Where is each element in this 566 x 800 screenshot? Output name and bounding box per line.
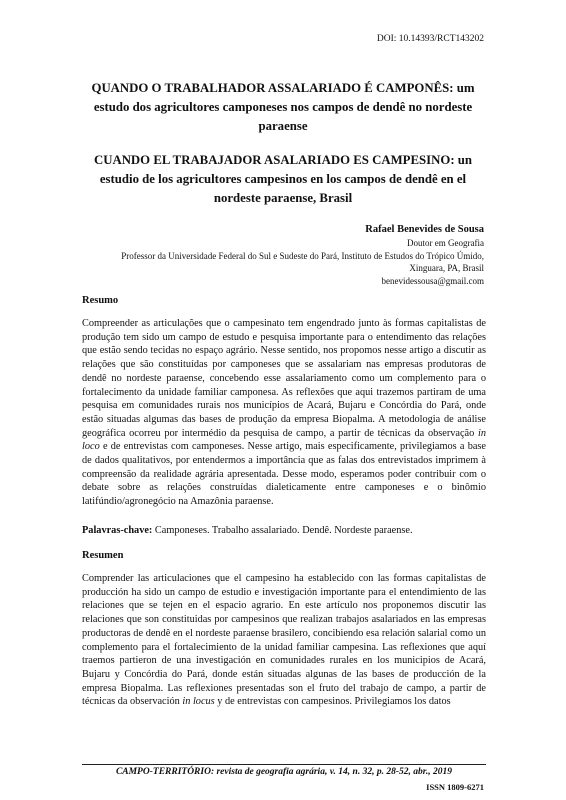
doi-label: DOI: 10.14393/RCT143202 bbox=[376, 34, 484, 44]
resumen-text-b: y de entrevistas con campesinos. Privilegiamos los datos bbox=[214, 696, 451, 708]
keywords bbox=[82, 525, 486, 536]
footer-divider bbox=[82, 764, 486, 765]
resumo-heading: Resumo bbox=[82, 295, 119, 306]
resumo-paragraph bbox=[82, 317, 486, 509]
title-spanish: CUANDO EL TRABAJADOR ASALARIADO ES CAMPESINO: un estudio de los agricultores campesinos en los campos de dendê en el nordeste paraense, Brasil bbox=[93, 153, 473, 205]
resumen-text-a: Comprender las articulaciones que el campesino ha establecido con las formas capitalistas de producción ha sido un campo de estudio e investigación importante para el entendimiento de las relaciones que se tejen en el espacio agrario. En este artículo nos proponemos discutir las relaciones que son constituidas por campesinos que realizan trabajos asalariados en las empresas productoras de dendê en el nordeste paraense brasilero, concibiendo esa relación salarial como un complemento para el fortalecimiento de la unidad familiar campesina. Las reflexiones que aquí traemos partieron de una investigación en comunidades rurales en los municipios de Acará, Bujaru y Concórdia do Pará, donde están situadas algunas de las bases de producción de la empresa Biopalma. Las reflexiones presentadas son el fruto del trabajo de campo, a partir de técnicas da observación bbox=[82, 573, 486, 708]
footer-issn: ISSN 1809-6271 bbox=[426, 782, 484, 792]
author-details bbox=[84, 237, 484, 287]
title-portuguese: QUANDO O TRABALHADOR ASSALARIADO É CAMPONÊS: um estudo dos agricultores camponeses nos campos de dendê no nordeste paraense bbox=[91, 81, 475, 133]
footer-journal: CAMPO-TERRITÓRIO: revista de geografia agrária, v. 14, n. 32, p. 28-52, abr., 2019 bbox=[115, 767, 453, 777]
author-name: Rafael Benevides de Sousa bbox=[365, 224, 484, 235]
resumen-paragraph bbox=[82, 572, 486, 709]
resumen-heading: Resumen bbox=[82, 550, 124, 561]
author-location: Xinguara, PA, Brasil bbox=[409, 263, 484, 274]
author-affiliation: Professor da Universidade Federal do Sul e Sudeste do Pará, Instituto de Estudos do Trópico Úmido, bbox=[121, 250, 484, 261]
author-email: benevidessousa@gmail.com bbox=[381, 275, 484, 286]
keywords-text: Camponeses. Trabalho assalariado. Dendê. Nordeste paraense. bbox=[152, 525, 413, 536]
resumen-text-italic: in locus bbox=[182, 696, 215, 708]
author-degree: Doutor em Geografia bbox=[407, 238, 484, 248]
resumo-text-italic: in loco bbox=[82, 427, 486, 453]
resumo-text-b: e de entrevistas com camponeses. Nesse artigo, mais especificamente, privilegiamos a base de dados qualitativos, por entendermos a importância que as falas dos entrevistados imprimem à compreensão da realidade agrária apresentada. Desse modo, esperamos poder contribuir com o debate sobre as relações construídas dialeticamente entre camponeses e o binômio latifúndio/agronegócio na Amazônia paraense. bbox=[82, 441, 486, 508]
keywords-label: Palavras-chave: bbox=[82, 525, 153, 536]
resumo-text-a: Compreender as articulações que o campesinato tem engendrado junto às formas capitalistas de produção tem sido um campo de estudo e pesquisa importante para o entendimento das relações que estão sendo tecidas no espaço agrário. Nesse sentido, nos propomos nesse artigo a discutir as relações que são constituídas por camponeses que se assalariam nas empresas produtoras de dendê no nordeste paraense, concebendo esse assalariamento como um complemento para o fortalecimento da unidade familiar camponesa. As reflexões que aqui trazemos partiram de uma pesquisa em comunidades rurais nos municípios de Acará, Bujaru e Concórdia do Pará, onde estão situadas algumas das bases de produção da empresa Biopalma. A metodologia de análise geográfica ocorreu por intermédio da pesquisa de campo, a partir de técnicas da observação bbox=[82, 318, 486, 439]
